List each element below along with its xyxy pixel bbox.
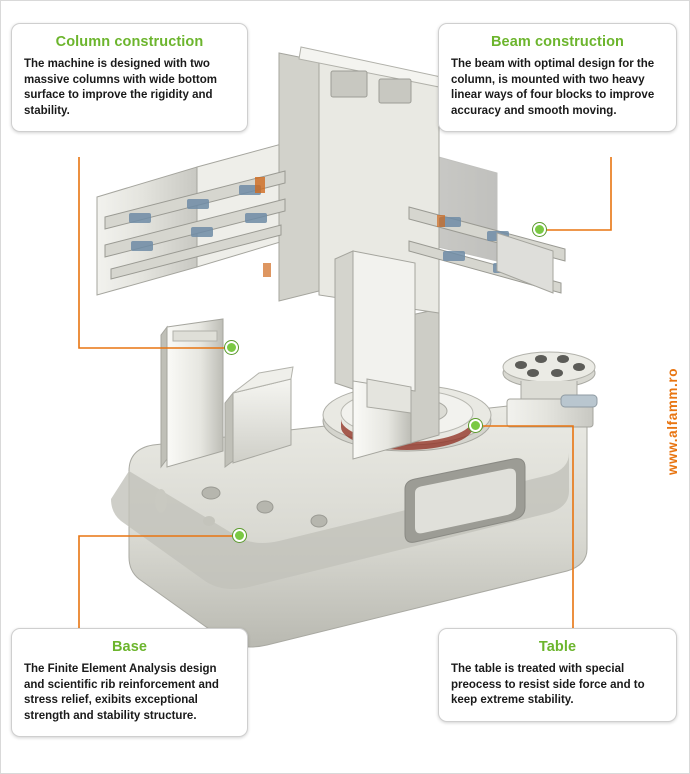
callout-body-column: The machine is designed with two massive columns with wide bottom surface to improve the rigidity and stability. — [24, 58, 217, 117]
hotspot-dot-column[interactable] — [225, 341, 238, 354]
callout-card-column — [11, 23, 248, 132]
callout-title-beam: Beam construction — [490, 34, 625, 50]
callout-card-table — [438, 628, 677, 722]
callout-card-base — [11, 628, 248, 737]
callout-body-table: The table is treated with special preocess to resist side force and to keep extreme stability. — [451, 663, 645, 706]
hotspot-dot-base[interactable] — [233, 529, 246, 542]
hotspot-dot-table[interactable] — [469, 419, 482, 432]
website-url[interactable]: www.alfamm.ro — [665, 367, 680, 475]
callout-body-beam: The beam with optimal design for the column, is mounted with two heavy linear ways of four blocks to improve accuracy and smooth moving. — [451, 58, 655, 117]
callout-card-beam — [438, 23, 677, 132]
callout-title-column: Column construction — [55, 34, 204, 50]
hotspot-dot-beam[interactable] — [533, 223, 546, 236]
callout-title-base: Base — [111, 639, 148, 655]
callout-body-base: The Finite Element Analysis design and scientific rib reinforcement and stress relief, exibits exceptional strength and stability structure. — [24, 663, 219, 722]
callout-title-table: Table — [538, 639, 577, 655]
